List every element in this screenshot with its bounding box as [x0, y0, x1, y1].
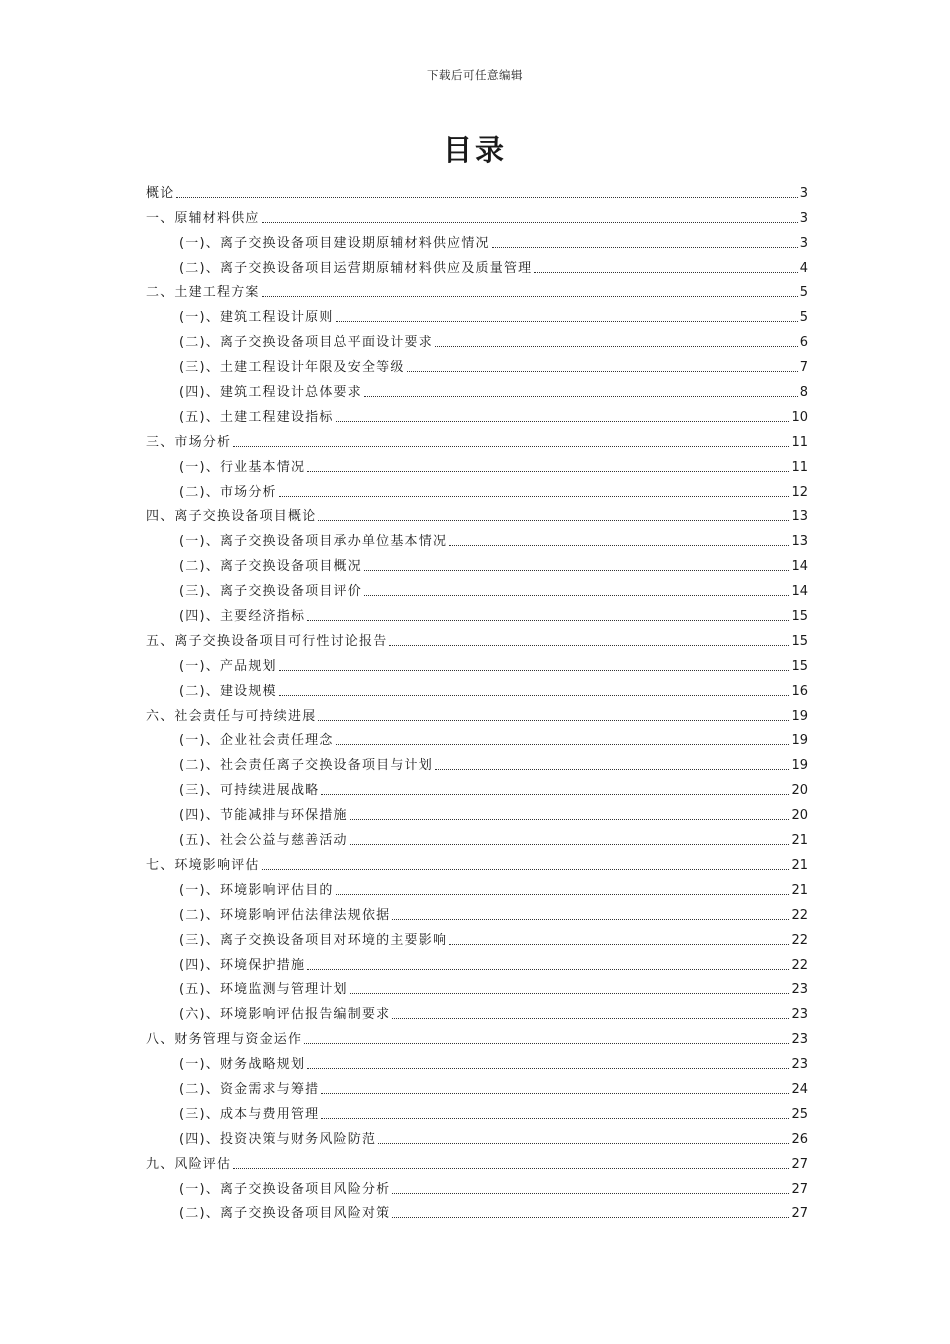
toc-entry[interactable] — [146, 326, 808, 351]
toc-entry-label: (一)、环境影响评估目的 — [179, 882, 334, 898]
toc-entry[interactable] — [146, 227, 808, 252]
toc-entry-page-number: 20 — [791, 783, 808, 799]
toc-entry[interactable] — [146, 799, 808, 824]
dot-leader — [307, 470, 789, 472]
toc-entry[interactable] — [146, 924, 808, 949]
dot-leader — [392, 1216, 789, 1218]
toc-entry-label: (五)、环境监测与管理计划 — [179, 982, 348, 998]
toc-entry-page-number: 23 — [791, 1057, 808, 1073]
toc-entry-label: (三)、离子交换设备项目评价 — [179, 584, 362, 600]
dot-leader — [262, 295, 798, 297]
toc-entry[interactable] — [146, 700, 808, 725]
dot-leader — [364, 569, 790, 571]
toc-entry[interactable] — [146, 451, 808, 476]
toc-entry-page-number: 21 — [791, 857, 808, 873]
toc-entry-page-number: 15 — [791, 658, 808, 674]
dot-leader — [307, 619, 789, 621]
toc-entry[interactable] — [146, 600, 808, 625]
dot-leader — [534, 271, 797, 273]
toc-entry-label: (一)、离子交换设备项目风险分析 — [179, 1181, 391, 1197]
toc-entry[interactable] — [146, 650, 808, 675]
toc-entry-label: (一)、财务战略规划 — [179, 1057, 306, 1073]
toc-entry[interactable] — [146, 625, 808, 650]
toc-entry[interactable] — [146, 277, 808, 302]
toc-entry[interactable] — [146, 575, 808, 600]
dot-leader — [233, 1167, 789, 1169]
toc-entry[interactable] — [146, 1073, 808, 1098]
dot-leader — [318, 719, 789, 721]
toc-entry-label: (二)、社会责任离子交换设备项目与计划 — [179, 758, 433, 774]
toc-entry-label: (二)、建设规模 — [179, 683, 277, 699]
dot-leader — [389, 644, 789, 646]
dot-leader — [392, 1192, 789, 1194]
dot-leader — [307, 1067, 789, 1069]
toc-entry-page-number: 19 — [791, 733, 808, 749]
toc-entry-label: (二)、离子交换设备项目运营期原辅材料供应及质量管理 — [179, 260, 533, 276]
toc-entry-page-number: 11 — [791, 459, 808, 475]
dot-leader — [307, 968, 789, 970]
toc-entry-page-number: 5 — [799, 285, 808, 301]
dot-leader — [318, 519, 789, 521]
toc-entry-label: (三)、成本与费用管理 — [179, 1106, 320, 1122]
toc-entry-page-number: 15 — [791, 633, 808, 649]
toc-entry-label: 五、离子交换设备项目可行性讨论报告 — [146, 633, 388, 649]
toc-entry-label: (四)、建筑工程设计总体要求 — [179, 385, 362, 401]
dot-leader — [350, 843, 790, 845]
toc-entry-label: (三)、离子交换设备项目对环境的主要影响 — [179, 932, 448, 948]
dot-leader — [336, 320, 798, 322]
dot-leader — [449, 544, 789, 546]
dot-leader — [378, 1142, 789, 1144]
toc-entry-page-number: 23 — [791, 982, 808, 998]
toc-entry[interactable] — [146, 525, 808, 550]
toc-entry-label: (二)、环境影响评估法律法规依据 — [179, 907, 391, 923]
toc-entry[interactable] — [146, 177, 808, 202]
toc-entry-page-number: 21 — [791, 833, 808, 849]
toc-entry-page-number: 3 — [799, 185, 808, 201]
toc-entry-page-number: 23 — [791, 1032, 808, 1048]
toc-entry-label: 七、环境影响评估 — [146, 857, 260, 873]
toc-entry-label: (一)、建筑工程设计原则 — [179, 310, 334, 326]
toc-entry-label: (四)、主要经济指标 — [179, 609, 306, 625]
toc-entry-page-number: 3 — [799, 235, 808, 251]
toc-entry-label: 概论 — [146, 185, 175, 201]
toc-entry[interactable] — [146, 874, 808, 899]
dot-leader — [279, 669, 790, 671]
toc-entry-page-number: 4 — [799, 260, 808, 276]
toc-entry-label: 九、风险评估 — [146, 1156, 232, 1172]
toc-entry-label: 四、离子交换设备项目概论 — [146, 509, 317, 525]
toc-entry-page-number: 24 — [791, 1081, 808, 1097]
dot-leader — [321, 1117, 789, 1119]
toc-entry-label: (二)、离子交换设备项目风险对策 — [179, 1206, 391, 1222]
dot-leader — [350, 818, 790, 820]
page-title: 目录 — [442, 133, 507, 167]
toc-entry-page-number: 3 — [799, 210, 808, 226]
toc-entry[interactable] — [146, 501, 808, 526]
toc-entry-label: (四)、投资决策与财务风险防范 — [179, 1131, 377, 1147]
dot-leader — [279, 694, 790, 696]
toc-entry-page-number: 19 — [791, 758, 808, 774]
toc-entry-page-number: 11 — [791, 434, 808, 450]
dot-leader — [336, 893, 790, 895]
dot-leader — [392, 1017, 789, 1019]
dot-leader — [364, 395, 798, 397]
toc-entry-page-number: 8 — [799, 385, 808, 401]
toc-entry[interactable] — [146, 301, 808, 326]
header-note: 下载后可任意编辑 — [427, 68, 523, 82]
toc-entry-page-number: 27 — [791, 1206, 808, 1222]
dot-leader — [449, 943, 789, 945]
toc-entry-page-number: 7 — [799, 360, 808, 376]
dot-leader — [279, 495, 790, 497]
toc-entry[interactable] — [146, 401, 808, 426]
toc-entry-label: 三、市场分析 — [146, 434, 232, 450]
toc-entry-label: (一)、离子交换设备项目承办单位基本情况 — [179, 534, 448, 550]
toc-entry[interactable] — [146, 749, 808, 774]
toc-entry-label: (四)、节能减排与环保措施 — [179, 808, 348, 824]
toc-entry[interactable] — [146, 949, 808, 974]
toc-entry-label: (六)、环境影响评估报告编制要求 — [179, 1007, 391, 1023]
toc-entry-page-number: 26 — [791, 1131, 808, 1147]
toc-entry-page-number: 14 — [791, 584, 808, 600]
toc-entry-label: (一)、企业社会责任理念 — [179, 733, 334, 749]
dot-leader — [435, 345, 798, 347]
toc-entry[interactable] — [146, 725, 808, 750]
toc-entry[interactable] — [146, 1023, 808, 1048]
toc-entry-page-number: 22 — [791, 907, 808, 923]
dot-leader — [233, 445, 789, 447]
toc-entry-label: (二)、离子交换设备项目概况 — [179, 559, 362, 575]
toc-entry-page-number: 27 — [791, 1181, 808, 1197]
toc-entry-label: (二)、市场分析 — [179, 484, 277, 500]
toc-entry-page-number: 22 — [791, 957, 808, 973]
toc-entry-label: (五)、土建工程建设指标 — [179, 409, 334, 425]
dot-leader — [321, 1092, 789, 1094]
toc-entry-label: (一)、行业基本情况 — [179, 459, 306, 475]
dot-leader — [435, 768, 790, 770]
dot-leader — [407, 370, 798, 372]
toc-entry[interactable] — [146, 550, 808, 575]
toc-entry-label: 一、原辅材料供应 — [146, 210, 260, 226]
toc-entry-page-number: 25 — [791, 1106, 808, 1122]
toc-entry-page-number: 14 — [791, 559, 808, 575]
dot-leader — [350, 992, 790, 994]
dot-leader — [321, 793, 789, 795]
toc-entry-label: (三)、可持续进展战略 — [179, 783, 320, 799]
toc-entry[interactable] — [146, 1123, 808, 1148]
table-of-contents — [146, 177, 808, 1222]
toc-entry-page-number: 12 — [791, 484, 808, 500]
dot-leader — [492, 246, 798, 248]
toc-entry-page-number: 23 — [791, 1007, 808, 1023]
toc-entry-label: (一)、产品规划 — [179, 658, 277, 674]
toc-entry-page-number: 16 — [791, 683, 808, 699]
toc-entry-label: (二)、资金需求与筹措 — [179, 1081, 320, 1097]
dot-leader — [176, 196, 797, 198]
toc-entry[interactable] — [146, 1198, 808, 1223]
toc-entry-label: 二、土建工程方案 — [146, 285, 260, 301]
toc-entry[interactable] — [146, 1048, 808, 1073]
dot-leader — [364, 594, 790, 596]
toc-entry-page-number: 27 — [791, 1156, 808, 1172]
toc-entry-label: (二)、离子交换设备项目总平面设计要求 — [179, 335, 433, 351]
toc-entry[interactable] — [146, 1148, 808, 1173]
toc-entry-page-number: 22 — [791, 932, 808, 948]
toc-entry[interactable] — [146, 252, 808, 277]
toc-entry-label: 八、财务管理与资金运作 — [146, 1032, 303, 1048]
toc-entry-page-number: 5 — [799, 310, 808, 326]
toc-entry[interactable] — [146, 202, 808, 227]
toc-entry-page-number: 6 — [799, 335, 808, 351]
toc-entry-page-number: 20 — [791, 808, 808, 824]
toc-entry-page-number: 13 — [791, 534, 808, 550]
toc-entry[interactable] — [146, 476, 808, 501]
toc-entry[interactable] — [146, 426, 808, 451]
toc-entry[interactable] — [146, 376, 808, 401]
toc-entry-label: (三)、土建工程设计年限及安全等级 — [179, 360, 405, 376]
dot-leader — [336, 743, 790, 745]
toc-entry-page-number: 19 — [791, 708, 808, 724]
toc-entry[interactable] — [146, 824, 808, 849]
dot-leader — [392, 918, 789, 920]
toc-entry[interactable] — [146, 899, 808, 924]
toc-entry-page-number: 21 — [791, 882, 808, 898]
toc-entry[interactable] — [146, 1173, 808, 1198]
toc-entry[interactable] — [146, 849, 808, 874]
toc-entry[interactable] — [146, 974, 808, 999]
toc-entry[interactable] — [146, 1098, 808, 1123]
toc-entry-label: 六、社会责任与可持续进展 — [146, 708, 317, 724]
toc-entry[interactable] — [146, 351, 808, 376]
toc-entry[interactable] — [146, 998, 808, 1023]
dot-leader — [336, 420, 790, 422]
toc-entry-page-number: 10 — [791, 409, 808, 425]
toc-entry[interactable] — [146, 774, 808, 799]
toc-entry-page-number: 13 — [791, 509, 808, 525]
toc-entry-page-number: 15 — [791, 609, 808, 625]
dot-leader — [262, 868, 790, 870]
toc-entry-label: (四)、环境保护措施 — [179, 957, 306, 973]
dot-leader — [304, 1042, 789, 1044]
toc-entry[interactable] — [146, 675, 808, 700]
dot-leader — [262, 221, 798, 223]
toc-entry-label: (一)、离子交换设备项目建设期原辅材料供应情况 — [179, 235, 490, 251]
toc-entry-label: (五)、社会公益与慈善活动 — [179, 833, 348, 849]
